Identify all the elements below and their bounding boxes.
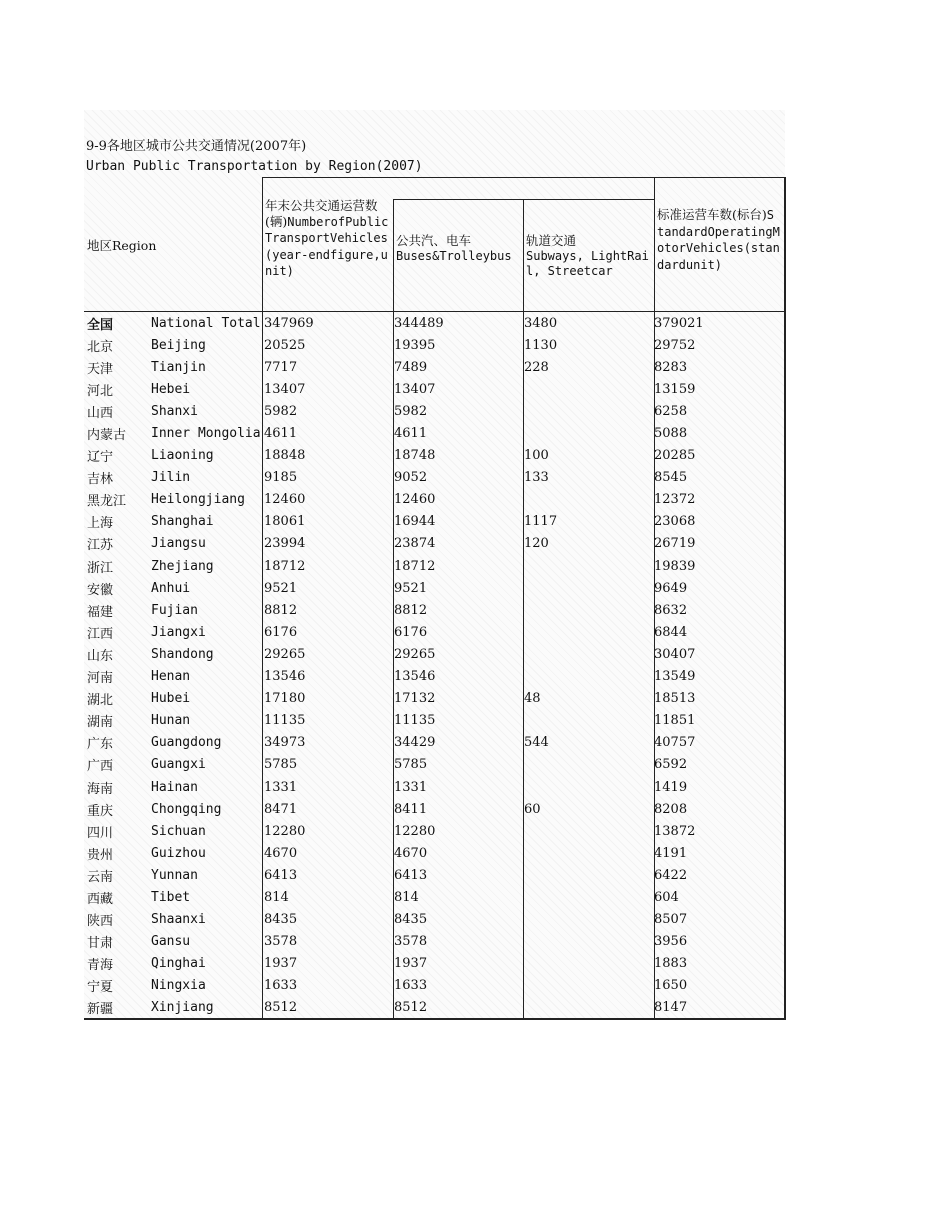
vehicles-cell: 8435 bbox=[264, 912, 298, 928]
standard-cell: 23068 bbox=[654, 514, 696, 530]
region-name-en: Beijing bbox=[151, 337, 206, 353]
region-name-zh: 黑龙江 bbox=[87, 494, 127, 510]
vehicles-cell: 5785 bbox=[264, 757, 298, 773]
buses-cell: 19395 bbox=[394, 337, 436, 353]
rail-cell bbox=[521, 666, 651, 688]
rail-cell: 3480 bbox=[524, 315, 558, 331]
vehicles-cell: 23994 bbox=[264, 536, 306, 552]
standard-cell: 11851 bbox=[654, 713, 696, 729]
standard-cell: 20285 bbox=[654, 448, 696, 464]
standard-cell: 1419 bbox=[654, 779, 688, 795]
vehicles-cell: 34973 bbox=[264, 735, 306, 751]
standard-cell: 29752 bbox=[654, 337, 696, 353]
standard-cell: 8632 bbox=[654, 602, 688, 618]
header-buses bbox=[396, 233, 520, 264]
region-name-zh: 吉林 bbox=[87, 472, 114, 488]
table-row bbox=[84, 445, 781, 467]
table-row bbox=[84, 467, 781, 489]
rail-cell bbox=[521, 842, 651, 864]
region-name-en: Jiangxi bbox=[151, 624, 206, 640]
vehicles-cell: 8512 bbox=[264, 1000, 298, 1016]
table-title-english: Urban Public Transportation by Region(2007) bbox=[86, 159, 423, 174]
region-name-zh: 山西 bbox=[87, 405, 114, 421]
buses-cell: 6176 bbox=[394, 624, 428, 640]
region-name-zh: 青海 bbox=[87, 958, 114, 974]
buses-cell: 1331 bbox=[394, 779, 428, 795]
region-name-zh: 广西 bbox=[87, 759, 114, 775]
vehicles-cell: 12280 bbox=[264, 823, 306, 839]
rail-cell bbox=[521, 975, 651, 997]
rail-cell: 120 bbox=[524, 536, 549, 552]
rail-cell bbox=[521, 400, 651, 422]
vehicles-cell: 3578 bbox=[264, 934, 298, 950]
region-name-zh: 安徽 bbox=[87, 582, 114, 598]
header-vehicles bbox=[265, 198, 389, 280]
header-buses-zh: 公共汽、电车 bbox=[396, 233, 472, 248]
table-row bbox=[84, 754, 781, 776]
table-title-chinese: 9-9各地区城市公共交通情况(2007年) bbox=[86, 139, 307, 154]
vehicles-cell: 6413 bbox=[264, 867, 298, 883]
region-name-en: Yunnan bbox=[151, 867, 198, 883]
buses-cell: 8435 bbox=[394, 912, 428, 928]
region-name-en: Liaoning bbox=[151, 448, 214, 464]
table-row bbox=[84, 710, 781, 732]
vehicles-cell: 11135 bbox=[264, 713, 306, 729]
region-name-zh: 河北 bbox=[87, 383, 114, 399]
region-name-zh: 内蒙古 bbox=[87, 428, 127, 444]
table-row bbox=[84, 909, 781, 931]
buses-cell: 9521 bbox=[394, 580, 428, 596]
header-rail-en: Subways, LightRail, Streetcar bbox=[526, 248, 649, 278]
region-name-en: Chongqing bbox=[151, 801, 222, 817]
region-name-zh: 四川 bbox=[87, 825, 114, 841]
standard-cell: 6592 bbox=[654, 757, 688, 773]
vehicles-cell: 8812 bbox=[264, 602, 298, 618]
table-row bbox=[84, 533, 781, 555]
region-name-en: Hunan bbox=[151, 713, 191, 729]
region-name-en: Guangxi bbox=[151, 757, 206, 773]
table-right-border bbox=[784, 177, 786, 1020]
buses-cell: 9052 bbox=[394, 470, 428, 486]
rail-cell bbox=[521, 931, 651, 953]
region-name-en: Ningxia bbox=[151, 978, 206, 994]
header-region-label: 地区Region bbox=[87, 238, 157, 253]
table-row bbox=[84, 666, 781, 688]
vehicles-cell: 18848 bbox=[264, 448, 306, 464]
vehicles-cell: 12460 bbox=[264, 492, 306, 508]
table-row bbox=[84, 732, 781, 754]
buses-cell: 1937 bbox=[394, 956, 428, 972]
buses-cell: 12280 bbox=[394, 823, 436, 839]
rail-cell: 1130 bbox=[524, 337, 558, 353]
rail-cell: 60 bbox=[524, 801, 541, 817]
region-name-en: Sichuan bbox=[151, 823, 206, 839]
buses-cell: 29265 bbox=[394, 646, 436, 662]
table-row bbox=[84, 312, 781, 334]
standard-cell: 6844 bbox=[654, 624, 688, 640]
header-vehicles-en: NumberofPublicTransportVehicles(year-endfigure,unit) bbox=[265, 214, 389, 278]
rail-cell bbox=[521, 953, 651, 975]
standard-cell: 604 bbox=[654, 889, 679, 905]
buses-cell: 16944 bbox=[394, 514, 436, 530]
buses-cell: 18712 bbox=[394, 558, 436, 574]
header-rail bbox=[526, 233, 651, 280]
rail-cell: 544 bbox=[524, 735, 549, 751]
standard-cell: 8283 bbox=[654, 359, 688, 375]
rail-cell bbox=[521, 489, 651, 511]
buses-cell: 11135 bbox=[394, 713, 436, 729]
vehicles-cell: 8471 bbox=[264, 801, 298, 817]
buses-cell: 5982 bbox=[394, 403, 428, 419]
region-name-en: Hebei bbox=[151, 381, 191, 397]
table-row bbox=[84, 577, 781, 599]
table-row bbox=[84, 643, 781, 665]
vehicles-cell: 4670 bbox=[264, 845, 298, 861]
standard-cell: 1883 bbox=[654, 956, 688, 972]
standard-cell: 8147 bbox=[654, 1000, 688, 1016]
header-top-border bbox=[262, 177, 785, 178]
header-standard-zh: 标准运营车数(标台) bbox=[657, 207, 767, 222]
buses-cell: 13407 bbox=[394, 381, 436, 397]
region-name-zh: 湖南 bbox=[87, 715, 114, 731]
table-row bbox=[84, 798, 781, 820]
rail-cell bbox=[521, 909, 651, 931]
vehicles-cell: 5982 bbox=[264, 403, 298, 419]
standard-cell: 5088 bbox=[654, 426, 688, 442]
standard-cell: 8545 bbox=[654, 470, 688, 486]
region-name-en: Tibet bbox=[151, 889, 191, 905]
table-row bbox=[84, 953, 781, 975]
standard-cell: 8208 bbox=[654, 801, 688, 817]
region-name-en: Shanghai bbox=[151, 514, 214, 530]
standard-cell: 13549 bbox=[654, 669, 696, 685]
region-name-zh: 西藏 bbox=[87, 891, 114, 907]
region-name-zh: 宁夏 bbox=[87, 980, 114, 996]
vehicles-cell: 20525 bbox=[264, 337, 306, 353]
region-name-zh: 新疆 bbox=[87, 1002, 114, 1018]
region-name-zh: 河南 bbox=[87, 671, 114, 687]
buses-cell: 18748 bbox=[394, 448, 436, 464]
region-name-en: Guizhou bbox=[151, 845, 206, 861]
table-row bbox=[84, 555, 781, 577]
buses-cell: 6413 bbox=[394, 867, 428, 883]
region-name-en: Jiangsu bbox=[151, 536, 206, 552]
rail-cell bbox=[521, 555, 651, 577]
table-row bbox=[84, 400, 781, 422]
rail-cell bbox=[521, 886, 651, 908]
rail-cell bbox=[521, 599, 651, 621]
buses-cell: 814 bbox=[394, 889, 419, 905]
buses-cell: 4670 bbox=[394, 845, 428, 861]
rail-cell bbox=[521, 997, 651, 1019]
vehicles-cell: 814 bbox=[264, 889, 289, 905]
table-row bbox=[84, 842, 781, 864]
vehicles-cell: 18061 bbox=[264, 514, 306, 530]
buses-cell: 7489 bbox=[394, 359, 428, 375]
region-name-zh: 上海 bbox=[87, 516, 114, 532]
standard-cell: 30407 bbox=[654, 646, 696, 662]
vehicles-cell: 9521 bbox=[264, 580, 298, 596]
region-name-en: Xinjiang bbox=[151, 1000, 214, 1016]
buses-cell: 17132 bbox=[394, 691, 436, 707]
region-name-zh: 浙江 bbox=[87, 560, 114, 576]
region-name-en: Jilin bbox=[151, 470, 191, 486]
standard-cell: 40757 bbox=[654, 735, 696, 751]
region-name-zh: 湖北 bbox=[87, 693, 114, 709]
buses-cell: 8512 bbox=[394, 1000, 428, 1016]
region-name-zh: 甘肃 bbox=[87, 936, 114, 952]
buses-cell: 8411 bbox=[394, 801, 428, 817]
buses-cell: 23874 bbox=[394, 536, 436, 552]
header-vehicles-zh: 年末公共交通运营数(辆) bbox=[265, 198, 378, 229]
table-row bbox=[84, 334, 781, 356]
standard-cell: 13872 bbox=[654, 823, 696, 839]
buses-cell: 5785 bbox=[394, 757, 428, 773]
rail-cell bbox=[521, 621, 651, 643]
rail-cell bbox=[521, 710, 651, 732]
standard-cell: 19839 bbox=[654, 558, 696, 574]
region-name-en: Hubei bbox=[151, 691, 191, 707]
buses-cell: 13546 bbox=[394, 669, 436, 685]
table-row bbox=[84, 776, 781, 798]
vehicles-cell: 1331 bbox=[264, 779, 298, 795]
header-rail-zh: 轨道交通 bbox=[526, 233, 577, 248]
buses-cell: 12460 bbox=[394, 492, 436, 508]
region-name-en: Guangdong bbox=[151, 735, 222, 751]
standard-cell: 6422 bbox=[654, 867, 688, 883]
table-row bbox=[84, 422, 781, 444]
header-standard bbox=[657, 207, 781, 273]
rail-cell bbox=[521, 754, 651, 776]
region-name-zh: 辽宁 bbox=[87, 450, 114, 466]
region-name-en: Shaanxi bbox=[151, 912, 206, 928]
standard-cell: 12372 bbox=[654, 492, 696, 508]
standard-cell: 18513 bbox=[654, 691, 696, 707]
standard-cell: 13159 bbox=[654, 381, 696, 397]
table-row bbox=[84, 356, 781, 378]
region-name-en: Shanxi bbox=[151, 403, 198, 419]
data-table-body bbox=[84, 312, 781, 1019]
vehicles-cell: 17180 bbox=[264, 691, 306, 707]
vehicles-cell: 4611 bbox=[264, 426, 298, 442]
table-row bbox=[84, 688, 781, 710]
table-row bbox=[84, 599, 781, 621]
standard-cell: 4191 bbox=[654, 845, 688, 861]
region-name-en: Inner Mongolia bbox=[151, 426, 261, 442]
region-name-zh: 北京 bbox=[87, 339, 114, 355]
table-row bbox=[84, 975, 781, 997]
standard-cell: 26719 bbox=[654, 536, 696, 552]
region-name-zh: 全国 bbox=[87, 317, 114, 333]
standard-cell: 6258 bbox=[654, 403, 688, 419]
rail-cell: 1117 bbox=[524, 514, 558, 530]
buses-cell: 1633 bbox=[394, 978, 428, 994]
region-name-en: National Total bbox=[151, 315, 261, 331]
header-standard-en: StandardOperatingMotorVehicles(standardunit) bbox=[657, 208, 780, 272]
region-name-zh: 天津 bbox=[87, 361, 114, 377]
vehicles-cell: 18712 bbox=[264, 558, 306, 574]
rail-cell bbox=[521, 643, 651, 665]
vehicles-cell: 13546 bbox=[264, 669, 306, 685]
region-name-zh: 海南 bbox=[87, 781, 114, 797]
vehicles-cell: 347969 bbox=[264, 315, 314, 331]
region-name-en: Heilongjiang bbox=[151, 492, 245, 508]
vehicles-cell: 29265 bbox=[264, 646, 306, 662]
region-name-zh: 山东 bbox=[87, 648, 114, 664]
table-row bbox=[84, 997, 781, 1019]
standard-cell: 3956 bbox=[654, 934, 688, 950]
data-table bbox=[84, 312, 781, 1019]
buses-cell: 34429 bbox=[394, 735, 436, 751]
region-name-zh: 云南 bbox=[87, 869, 114, 885]
table-row bbox=[84, 489, 781, 511]
region-name-zh: 江苏 bbox=[87, 538, 114, 554]
buses-cell: 3578 bbox=[394, 934, 428, 950]
table-row bbox=[84, 511, 781, 533]
standard-cell: 1650 bbox=[654, 978, 688, 994]
region-name-zh: 江西 bbox=[87, 626, 114, 642]
rail-cell: 48 bbox=[524, 691, 541, 707]
buses-cell: 344489 bbox=[394, 315, 444, 331]
vehicles-cell: 9185 bbox=[264, 470, 298, 486]
region-name-en: Qinghai bbox=[151, 956, 206, 972]
vehicles-cell: 1633 bbox=[264, 978, 298, 994]
rail-cell bbox=[521, 577, 651, 599]
rail-cell bbox=[521, 422, 651, 444]
region-name-en: Zhejiang bbox=[151, 558, 214, 574]
region-name-zh: 福建 bbox=[87, 604, 114, 620]
standard-cell: 8507 bbox=[654, 912, 688, 928]
region-name-en: Henan bbox=[151, 669, 191, 685]
standard-cell: 379021 bbox=[654, 315, 704, 331]
rail-cell: 100 bbox=[524, 448, 549, 464]
region-name-en: Fujian bbox=[151, 602, 198, 618]
rail-cell bbox=[521, 776, 651, 798]
vehicles-cell: 7717 bbox=[264, 359, 298, 375]
region-name-en: Tianjin bbox=[151, 359, 206, 375]
standard-cell: 9649 bbox=[654, 580, 688, 596]
buses-cell: 4611 bbox=[394, 426, 428, 442]
buses-cell: 8812 bbox=[394, 602, 428, 618]
rail-cell bbox=[521, 864, 651, 886]
table-row bbox=[84, 820, 781, 842]
region-name-en: Hainan bbox=[151, 779, 198, 795]
header-region bbox=[87, 238, 259, 254]
rail-cell: 228 bbox=[524, 359, 549, 375]
table-row bbox=[84, 931, 781, 953]
table-row bbox=[84, 864, 781, 886]
vehicles-cell: 1937 bbox=[264, 956, 298, 972]
region-name-en: Shandong bbox=[151, 646, 214, 662]
rail-cell bbox=[521, 378, 651, 400]
vehicles-cell: 6176 bbox=[264, 624, 298, 640]
region-name-zh: 重庆 bbox=[87, 803, 114, 819]
rail-cell: 133 bbox=[524, 470, 549, 486]
table-row bbox=[84, 378, 781, 400]
region-name-zh: 广东 bbox=[87, 737, 114, 753]
table-row bbox=[84, 621, 781, 643]
rail-cell bbox=[521, 820, 651, 842]
region-name-en: Gansu bbox=[151, 934, 191, 950]
table-row bbox=[84, 886, 781, 908]
region-name-en: Anhui bbox=[151, 580, 191, 596]
region-name-zh: 贵州 bbox=[87, 847, 114, 863]
vehicles-cell: 13407 bbox=[264, 381, 306, 397]
header-buses-en: Buses&Trolleybus bbox=[396, 248, 512, 263]
region-name-zh: 陕西 bbox=[87, 914, 114, 930]
